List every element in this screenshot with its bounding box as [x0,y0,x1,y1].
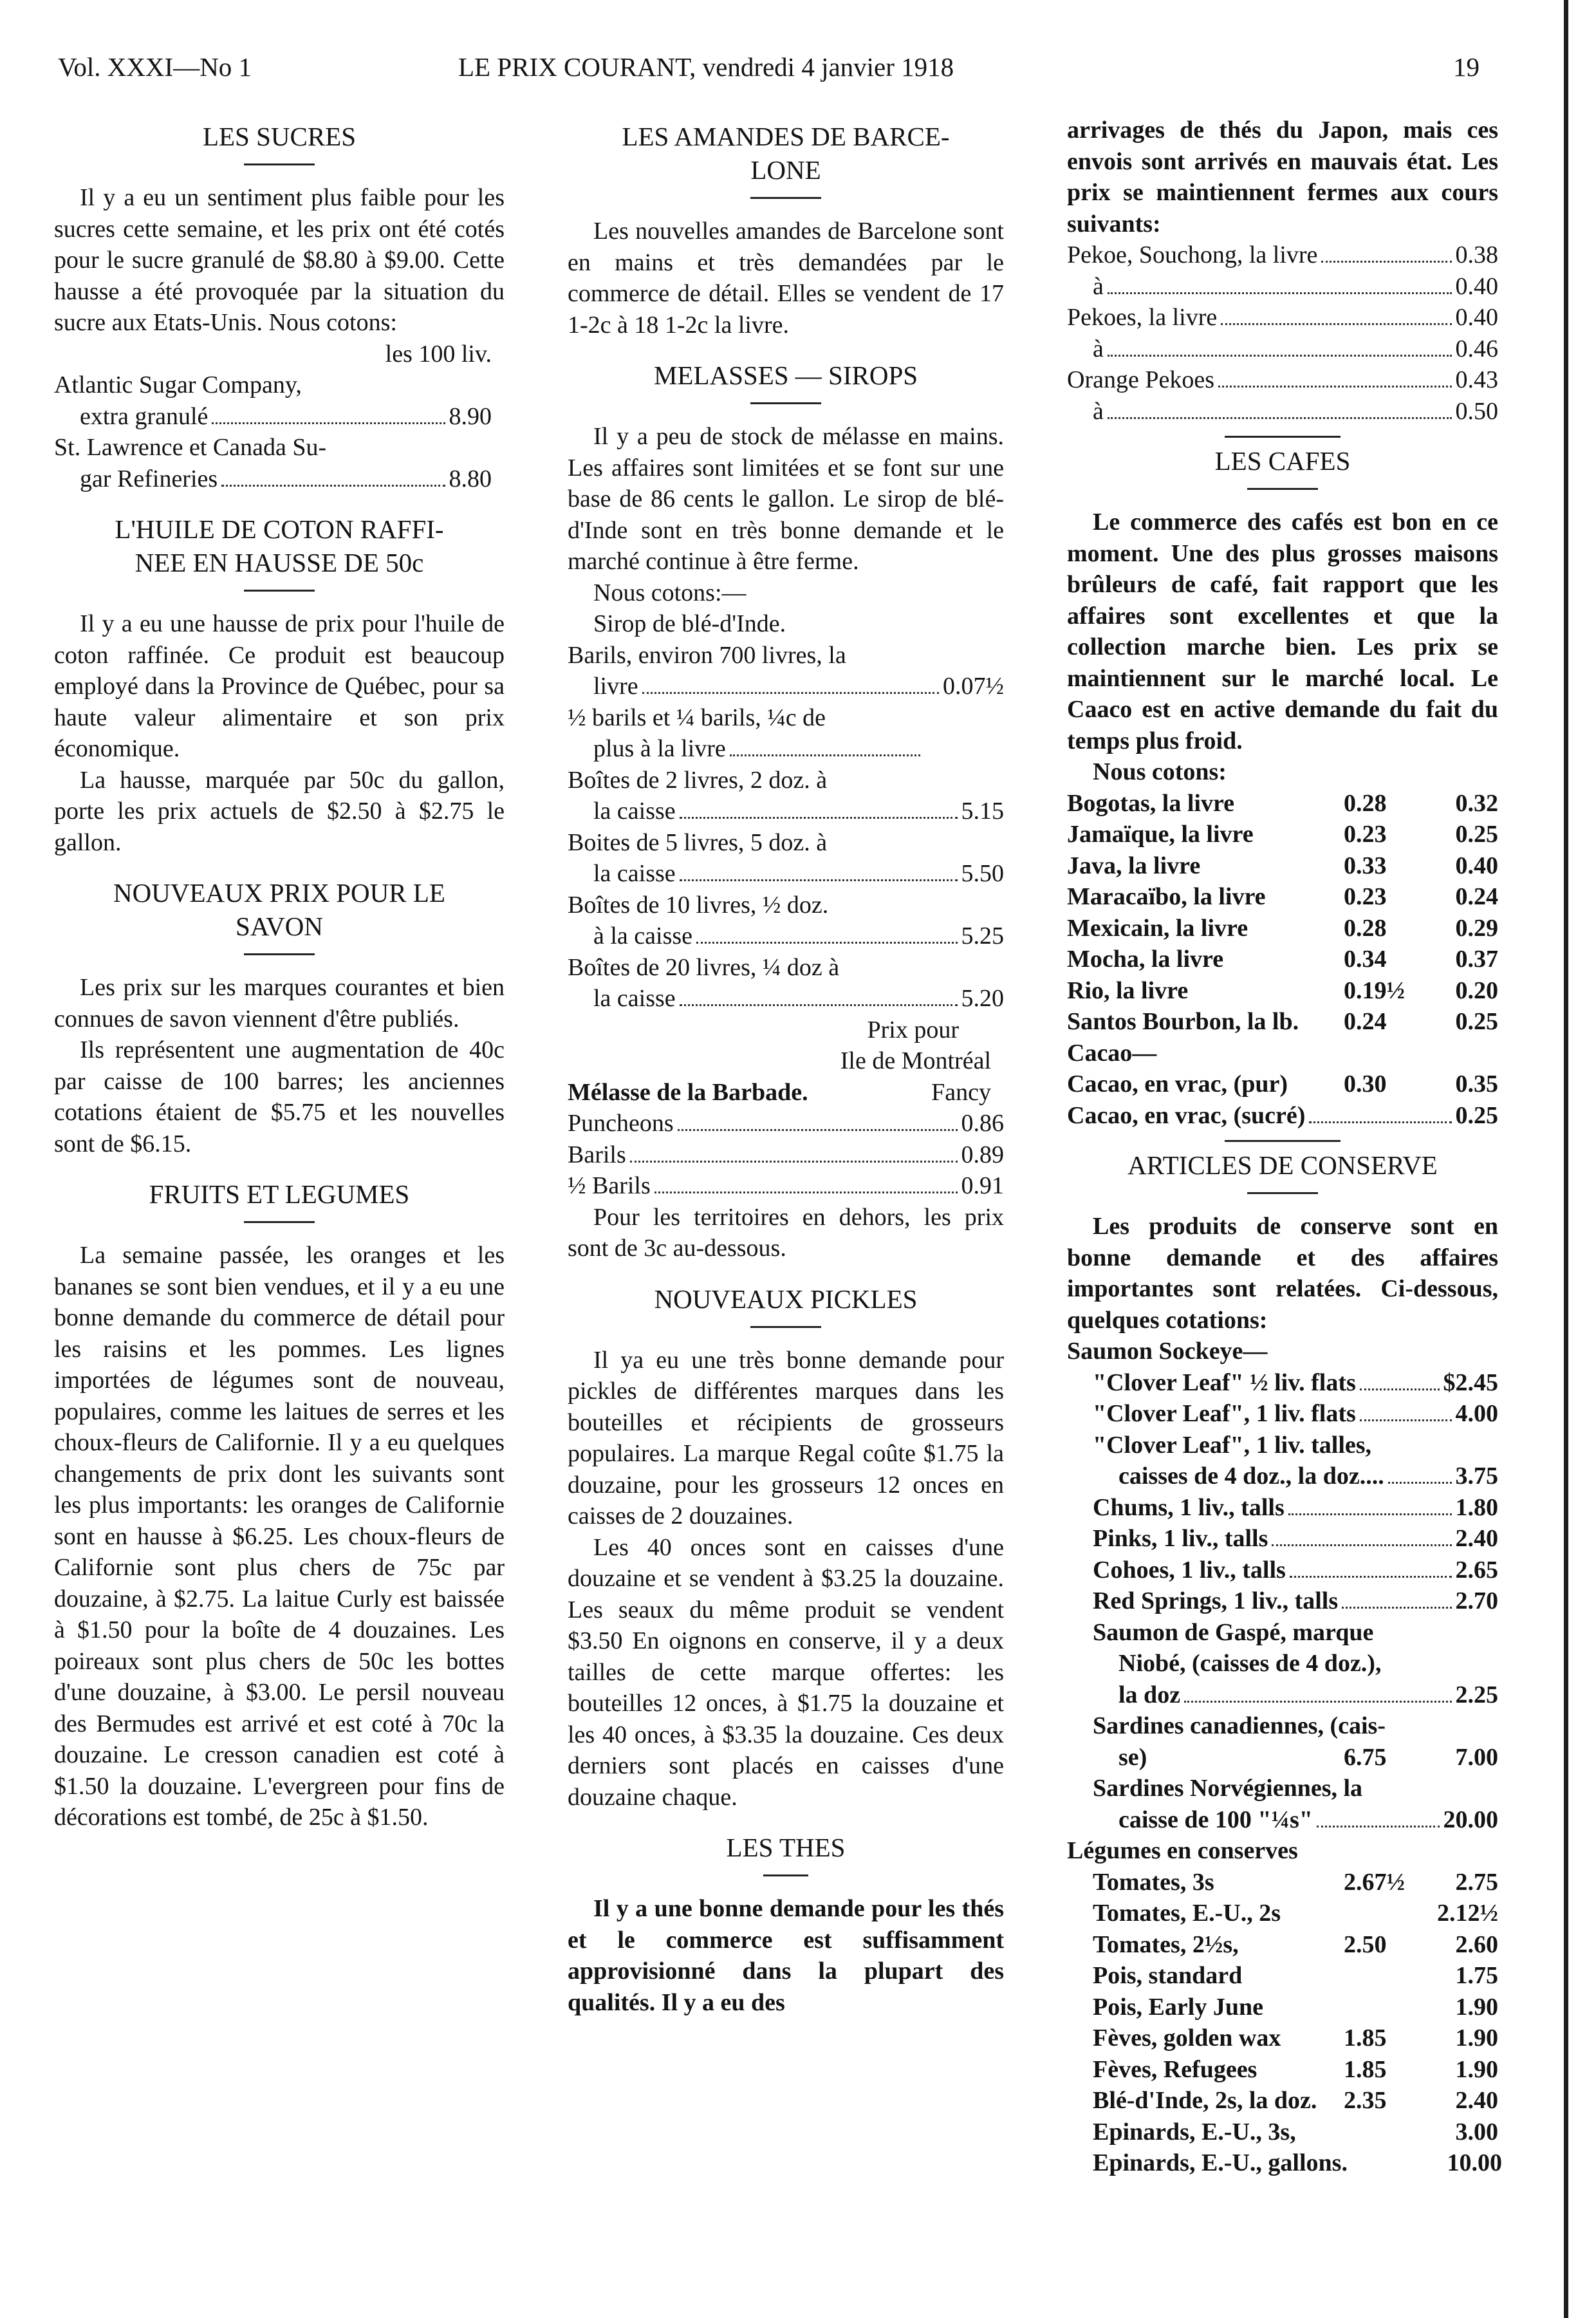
saumon-row-4-price: 1.80 [1455,1493,1498,1521]
cafe-row-5-name: Mexicain, la livre [1067,914,1248,942]
saumon-row-6-label: Cohoes, 1 liv., talls [1093,1556,1286,1584]
sirop-row-5-price: 5.25 [961,922,1004,949]
the-row-6-label: à [1093,397,1104,425]
prix-pour-2: Ile de Montréal [840,1047,991,1074]
legume-row-10-high: 10.00 [1447,2149,1502,2176]
sirop-row-2-name: ½ barils et ¼ barils, ¼c de [568,704,826,731]
legume-row-5-name: Pois, Early June [1093,1993,1263,2021]
sucres-item-2-name: St. Lawrence et Canada Su- [54,434,327,461]
sirop-row-2 [568,733,1004,765]
column-3 [1067,115,1502,2179]
the-row-3 [1067,302,1498,333]
the-row-1-label: Pekoe, Souchong, la livre [1067,241,1318,268]
cafe-row-4 [1067,881,1498,913]
cafe-row-4-high: 0.24 [1455,883,1498,910]
cafe-row-2-name: Jamaïque, la livre [1067,821,1254,848]
cafe-row-5 [1067,913,1498,944]
heading-savon-1: NOUVEAUX PRIX POUR LE [113,878,445,908]
cafe-row-8 [1067,1006,1498,1038]
cacao-row-2-price: 0.25 [1455,1101,1498,1129]
legume-row-3-name: Tomates, 2½s, [1093,1930,1239,1958]
sucres-item-1 [54,401,505,433]
cafe-row-3-low: 0.33 [1344,852,1387,879]
saumon-row-8 [1067,1679,1498,1711]
melasse-row-2 [568,1139,1004,1171]
sardines-row-1-name: Sardines canadiennes, (cais- [1093,1712,1386,1739]
cafe-row-3-name: Java, la livre [1067,852,1201,879]
cacao-row-1-low: 0.30 [1344,1070,1387,1098]
saumon-row-2-label: "Clover Leaf", 1 liv. flats [1093,1400,1356,1427]
sirop-row-3-price: 5.15 [961,798,1004,825]
sirop-row-4-label: la caisse [593,860,676,887]
heading-rule [244,590,315,592]
legume-row-6-high: 1.90 [1455,2024,1498,2052]
sirop-row-5-name: Boîtes de 10 livres, ½ doz. [568,891,829,919]
sirop-row-2-label: plus à la livre [593,735,726,762]
legume-row-4 [1067,1960,1498,1992]
column-1 [54,115,505,1833]
legume-row-10-low [1348,2147,1438,2179]
sirop-row-3 [568,796,1004,827]
legume-row-7-name: Fèves, Refugees [1093,2055,1257,2083]
sardines-row-1-low: 6.75 [1344,1743,1387,1771]
sucres-item-2-price: 8.80 [449,465,492,492]
saumon-row-5-label: Pinks, 1 liv., talls [1093,1525,1268,1552]
legume-row-9-name: Epinards, E.-U., 3s, [1093,2118,1296,2145]
page-header [58,46,1499,91]
legume-row-7-low: 1.85 [1344,2055,1387,2083]
heading-rule [1247,1192,1318,1194]
heading-thes: LES THES [726,1833,846,1862]
legume-row-7 [1067,2054,1498,2086]
the-row-2-label: à [1093,272,1104,300]
saumon-row-6-price: 2.65 [1455,1556,1498,1584]
cafe-row-8-low: 0.24 [1344,1008,1387,1035]
heading-rule [244,164,315,165]
the-row-5 [1067,364,1498,396]
sirop-row-1-name: Barils, environ 700 livres, la [568,641,846,669]
legume-row-5-high: 1.90 [1455,1993,1498,2021]
saumon-row-3-label: caisses de 4 doz., la doz.... [1118,1463,1384,1490]
section-rule [1225,1140,1341,1142]
heading-rule [1247,488,1318,490]
heading-rule [750,197,821,199]
legume-row-2-low [1344,1898,1434,1929]
the-row-2 [1067,271,1498,303]
the-row-2-price: 0.40 [1455,272,1498,300]
conserves-text: Les produits de conserve sont en bonne demande et des affaires importantes sont relatées. Ci-dessous, quelques cotations: [1067,1213,1498,1334]
sirop-row-5 [568,921,1004,952]
saumon-row-8-name-2: Niobé, (caisses de 4 doz.), [1118,1650,1382,1677]
sirop-row-4 [568,858,1004,890]
cafe-row-5-low: 0.28 [1344,914,1387,942]
saumon-row-6 [1067,1555,1498,1586]
sirop-row-3-label: la caisse [593,798,676,825]
fruits-text: La semaine passée, les oranges et les bananes se sont bien vendues, et il y a eu une bonne demande du commerce de détail pour les raisins et les pommes. Les lignes importées de légumes sont de nouveau, populaires, comme les laitues de serres et les choux-fleurs de Californie. Il y a eu quelques changements de prix dont les suivants sont les plus importants: les oranges de Californie sont en hausse à $6.25. Les choux-fleurs de Californie sont plus chers de 75c par douzaine, à $2.75. La laitue Curly est baissée à $1.50 pour la boîte de 4 douzaines. Les poireaux sont plus chers de 50c les bottes d'une douzaine, à $3.00. Le persil nouveau des Bermudes est arrivé et est coté à 70c la douzaine. Le cresson canadien est coté à $1.50 la douzaine. L'evergreen pour fins de décorations est tombé, de 25c à $1.50. [54,1242,505,1831]
sardines-row-1 [1067,1742,1498,1773]
legume-row-5 [1067,1992,1498,2023]
saumon-row-7 [1067,1585,1498,1617]
heading-conserves: ARTICLES DE CONSERVE [1127,1150,1438,1180]
cafe-row-7-high: 0.20 [1455,977,1498,1004]
cacao-row-1-name: Cacao, en vrac, (pur) [1067,1070,1288,1098]
cafe-row-8-name: Santos Bourbon, la lb. [1067,1008,1299,1035]
cafe-row-1-name: Bogotas, la livre [1067,789,1235,817]
heading-sucres: LES SUCRES [202,122,357,151]
cafe-row-6-high: 0.37 [1455,946,1498,973]
legume-row-9 [1067,2117,1498,2148]
saumon-row-8-name-1: Saumon de Gaspé, marque [1093,1618,1374,1646]
sucres-item-1-name: Atlantic Sugar Company, [54,371,302,398]
legume-row-8-high: 2.40 [1455,2087,1498,2114]
legume-row-10-name: Epinards, E.-U., gallons. [1093,2149,1348,2176]
legume-row-5-low [1344,1992,1434,2023]
legume-row-9-high: 3.00 [1455,2118,1498,2145]
heading-rule [244,1221,315,1223]
barbade-label: Mélasse de la Barbade. [568,1078,808,1106]
melasse-row-1 [568,1108,1004,1139]
the-row-3-price: 0.40 [1455,304,1498,331]
thes-continued-text: arrivages de thés du Japon, mais ces envois sont arrivés en mauvais état. Les prix se maintiennent fermes aux cours suivants: [1067,117,1498,238]
sucres-text: Il y a eu un sentiment plus faible pour les sucres cette semaine, et les prix ont été cotés pour le sucre granulé de $8.80 à $9.00. Cette hausse a été provoquée par la situation du sucre aux Etats-Unis. Nous cotons: [54,184,505,336]
the-row-1 [1067,239,1498,271]
sirop-row-6 [568,983,1004,1014]
cacao-row-2-name: Cacao, en vrac, (sucré) [1067,1101,1306,1129]
heading-rule [244,953,315,955]
melasse-row-3-label: ½ Barils [568,1172,651,1199]
heading-rule [750,402,821,404]
legume-row-1-low: 2.67½ [1344,1868,1405,1896]
pickles-text-2: Les 40 onces sont en caisses d'une douzaine et se vendent à $3.25 la douzaine. Les seaux du même produit se vendent $3.50 En oignons en conserve, il y a deux tailles de cette marque offertes: les bouteilles 12 onces, à $1.75 la douzaine et les 40 onces, à $3.35 la douzaine. Ces deux derniers sont placés en caisses d'une douzaine chaque. [568,1533,1004,1811]
legume-row-7-high: 1.90 [1455,2055,1498,2083]
the-row-4 [1067,333,1498,365]
heading-savon-2: SAVON [236,911,323,941]
cafe-row-1 [1067,788,1498,819]
sucres-item-1-price: 8.90 [449,402,492,430]
sirop-row-6-label: la caisse [593,985,676,1012]
saumon-heading: Saumon Sockeye— [1067,1338,1268,1365]
melasse-row-1-price: 0.86 [961,1110,1004,1137]
saumon-row-8-price: 2.25 [1455,1681,1498,1708]
cafes-nous-cotons: Nous cotons: [1093,758,1227,785]
cafe-row-2-low: 0.23 [1344,821,1387,848]
legume-row-1 [1067,1867,1498,1898]
saumon-row-1 [1067,1367,1498,1399]
the-row-6-price: 0.50 [1455,397,1498,425]
savon-text-1: Les prix sur les marques courantes et bien connues de savon viennent d'être publiés. [54,974,505,1033]
legume-row-8-low: 2.35 [1344,2087,1387,2114]
the-row-5-price: 0.43 [1455,366,1498,393]
the-row-4-label: à [1093,335,1104,362]
cacao-row-1 [1067,1069,1498,1100]
heading-huile-2: NEE EN HAUSSE DE 50c [135,548,424,577]
legume-row-8-name: Blé-d'Inde, 2s, la doz. [1093,2087,1317,2114]
page-number: 19 [1453,52,1480,82]
saumon-row-1-price: $2.45 [1443,1369,1498,1396]
cacao-row-2 [1067,1100,1498,1132]
sardines-row-1-high: 7.00 [1455,1743,1498,1771]
legume-row-3-low: 2.50 [1344,1930,1387,1958]
prix-pour-1: Prix pour [867,1016,959,1043]
section-rule [1225,436,1341,438]
heading-melasses: MELASSES — SIROPS [653,360,918,390]
legume-row-4-low [1344,1960,1434,1992]
sucres-item-1-label: extra granulé [80,402,209,430]
heading-huile-1: L'HUILE DE COTON RAFFI- [115,514,444,544]
the-row-4-price: 0.46 [1455,335,1498,362]
sucres-item-2 [54,463,505,495]
sirop-row-3-name: Boîtes de 2 livres, 2 doz. à [568,766,828,794]
barbade-fancy: Fancy [931,1078,991,1106]
cafe-row-8-high: 0.25 [1455,1008,1498,1035]
legume-row-6 [1067,2023,1498,2054]
melasses-nous-cotons: Nous cotons:— [593,579,747,606]
volume-number: Vol. XXXI—No 1 [58,52,252,82]
amandes-text: Les nouvelles amandes de Barcelone sont en mains et très demandées par le commerce de détail. Elles se vendent de 17 1-2c à 18 1-2c la livre. [568,218,1004,339]
legume-row-8 [1067,2085,1498,2117]
cafe-row-7-low: 0.19½ [1344,977,1405,1004]
cafe-row-4-name: Maracaïbo, la livre [1067,883,1266,910]
saumon-row-5-price: 2.40 [1455,1525,1498,1552]
heading-fruits: FRUITS ET LEGUMES [149,1179,410,1209]
publication-title: LE PRIX COURANT, vendredi 4 janvier 1918 [458,52,954,82]
cafe-row-3-high: 0.40 [1455,852,1498,879]
heading-cafes: LES CAFES [1214,446,1351,476]
legume-row-1-name: Tomates, 3s [1093,1868,1214,1896]
sirop-row-1-label: livre [593,673,638,700]
legume-row-9-low [1344,2117,1434,2148]
cafe-row-2-high: 0.25 [1455,821,1498,848]
sardines-row-2-name: Sardines Norvégiennes, la [1093,1775,1363,1802]
melasse-row-3-price: 0.91 [961,1172,1004,1199]
sirop-row-6-name: Boîtes de 20 livres, ¼ doz à [568,953,840,981]
thes-text: Il y a une bonne demande pour les thés et le commerce est suffisamment approvisionné dans la plupart des qualités. Il y a eu des [568,1895,1004,2016]
melasse-row-2-price: 0.89 [961,1141,1004,1168]
cafe-row-3 [1067,850,1498,882]
saumon-row-1-label: "Clover Leaf" ½ liv. flats [1093,1369,1356,1396]
cafe-row-1-low: 0.28 [1344,789,1387,817]
savon-text-2: Ils représentent une augmentation de 40c par caisse de 100 barres; les anciennes cotations étaient de $5.75 et les nouvelles sont de $6.15. [54,1036,505,1157]
the-row-3-label: Pekoes, la livre [1067,304,1218,331]
cafe-row-7-name: Rio, la livre [1067,977,1189,1004]
melasse-row-3 [568,1170,1004,1202]
legume-row-6-name: Fèves, golden wax [1093,2024,1281,2052]
melasses-text: Il y a peu de stock de mélasse en mains. Les affaires sont limitées et se font sur une base de 86 cents le gallon. Le sirop de blé-d'Inde sont en très bonne demande et le marché continue à être ferme. [568,423,1004,575]
saumon-row-2 [1067,1398,1498,1430]
heading-pickles: NOUVEAUX PICKLES [654,1284,918,1314]
cacao-row-1-high: 0.35 [1455,1070,1498,1098]
saumon-row-7-price: 2.70 [1455,1587,1498,1614]
cafe-row-6-name: Mocha, la livre [1067,946,1224,973]
saumon-row-4-label: Chums, 1 liv., talls [1093,1493,1285,1521]
sucres-item-2-label: gar Refineries [80,465,218,492]
heading-rule [750,1326,821,1328]
sirop-row-1 [568,671,1004,702]
melasses-footnote: Pour les territoires en dehors, les prix sont de 3c au-dessous. [568,1203,1004,1262]
page-edge-line [1564,0,1568,2318]
sirop-row-4-name: Boites de 5 livres, 5 doz. à [568,828,828,856]
sirop-row-1-price: 0.07½ [943,673,1004,700]
legume-row-2 [1067,1898,1498,1929]
legumes-heading: Légumes en conserves [1067,1837,1298,1864]
cacao-heading: Cacao— [1067,1039,1157,1067]
cafe-row-6 [1067,944,1498,975]
cafe-row-2 [1067,819,1498,850]
pickles-text-1: Il ya eu une très bonne demande pour pickles de différentes marques dans les bouteilles et récipients de grosseurs populaires. La marque Regal coûte $1.75 la douzaine, pour les grosseurs 12 onces en caisses de 2 douzaines. [568,1346,1004,1529]
legume-row-10 [1067,2147,1502,2179]
cafe-row-4-low: 0.23 [1344,883,1387,910]
heading-rule [763,1874,808,1876]
sirop-row-4-price: 5.50 [961,860,1004,887]
legume-row-6-low: 1.85 [1344,2024,1387,2052]
barbade-row [568,1077,1004,1108]
the-row-1-price: 0.38 [1455,241,1498,268]
sirop-label: Sirop de blé-d'Inde. [593,610,786,637]
huile-text-1: Il y a eu une hausse de prix pour l'huile de coton raffinée. Ce produit est beaucoup employé dans la Province de Québec, pour sa haute valeur alimentaire et son prix économique. [54,610,505,762]
sucres-unit: les 100 liv. [385,340,492,368]
sirop-row-5-label: à la caisse [593,922,693,949]
legume-row-4-high: 1.75 [1455,1962,1498,1989]
legume-row-2-name: Tomates, E.-U., 2s [1093,1900,1281,1927]
saumon-row-4 [1067,1492,1498,1524]
legume-row-3-high: 2.60 [1455,1930,1498,1958]
sardines-row-2-price: 20.00 [1443,1806,1498,1833]
saumon-row-3-name: "Clover Leaf", 1 liv. talles, [1093,1431,1372,1459]
cafes-text: Le commerce des cafés est bon en ce moment. Une des plus grosses maisons brûleurs de café, fait rapport que les affaires sont excellentes et que la collection marche bien. Les prix se maintiennent sur le marché local. Le Caaco est en active demande du fait du temps plus froid. [1067,509,1498,754]
melasse-row-1-label: Puncheons [568,1110,674,1137]
the-row-6 [1067,396,1498,427]
cafe-row-7 [1067,975,1498,1007]
saumon-row-3-price: 3.75 [1455,1463,1498,1490]
saumon-row-7-label: Red Springs, 1 liv., talls [1093,1587,1339,1614]
melasse-row-2-label: Barils [568,1141,626,1168]
legume-row-2-high: 2.12½ [1437,1900,1498,1927]
sardines-row-1-label: se) [1118,1743,1147,1771]
sardines-row-2-label: caisse de 100 "¼s" [1118,1806,1313,1833]
saumon-row-3 [1067,1461,1498,1492]
sardines-row-2 [1067,1804,1498,1836]
legume-row-4-name: Pois, standard [1093,1962,1243,1989]
the-row-5-label: Orange Pekoes [1067,366,1214,393]
column-2 [568,115,1004,2018]
saumon-row-8-label: la doz [1118,1681,1181,1708]
huile-text-2: La hausse, marquée par 50c du gallon, porte les prix actuels de $2.50 à $2.75 le gallon. [54,766,505,856]
cafe-row-1-high: 0.32 [1455,789,1498,817]
legume-row-1-high: 2.75 [1455,1868,1498,1896]
cafe-row-6-low: 0.34 [1344,946,1387,973]
legume-row-3 [1067,1929,1498,1961]
sirop-row-6-price: 5.20 [961,985,1004,1012]
heading-amandes-1: LES AMANDES DE BARCE- [622,122,950,151]
saumon-row-5 [1067,1523,1498,1555]
saumon-row-2-price: 4.00 [1455,1400,1498,1427]
cafe-row-5-high: 0.29 [1455,914,1498,942]
heading-amandes-2: LONE [750,155,821,185]
